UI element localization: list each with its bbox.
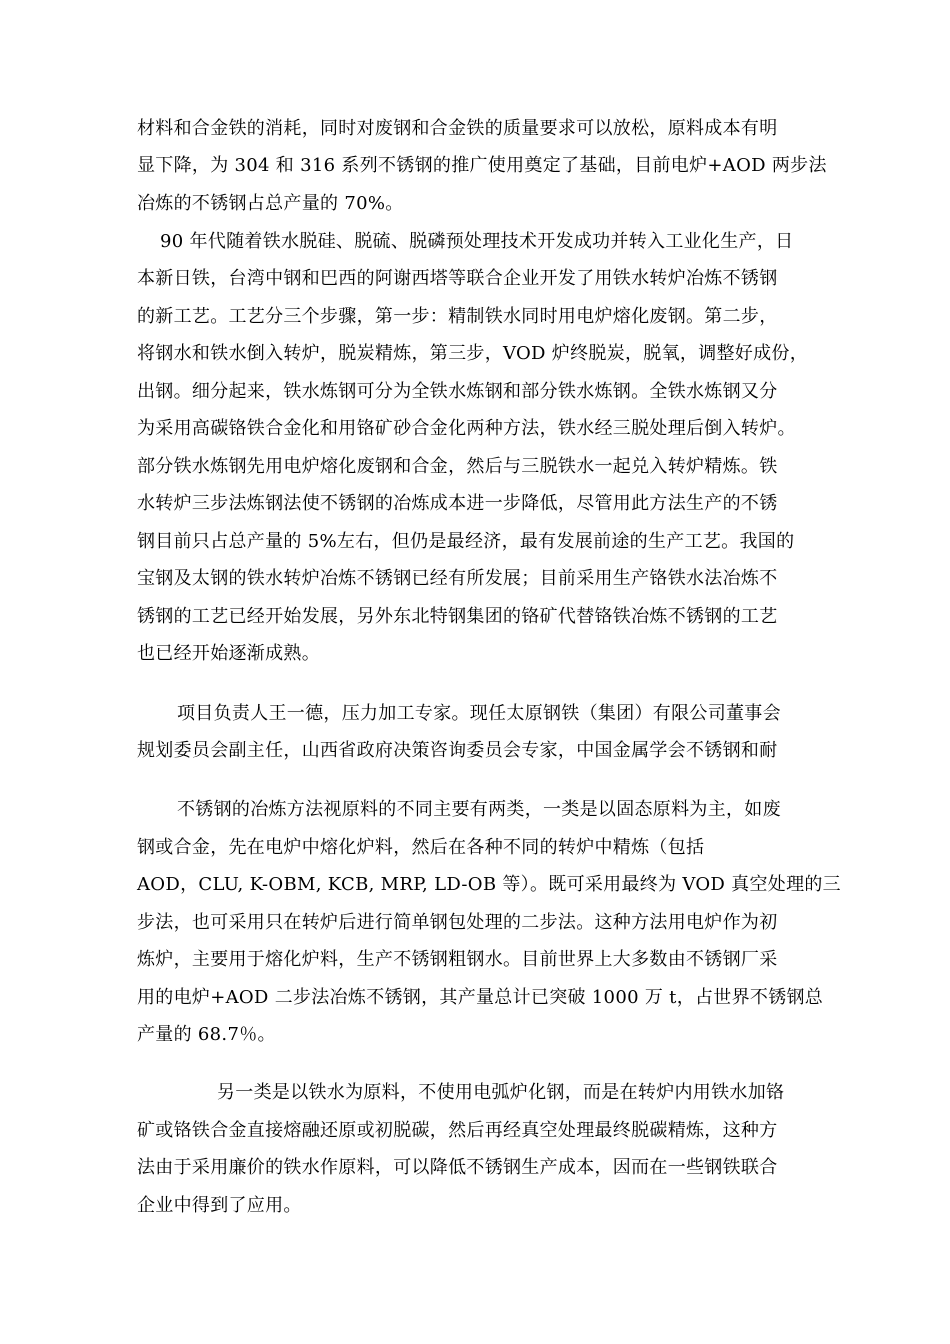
paragraph-4-line: 炼炉，主要用于熔化炉料，生产不锈钢粗钢水。目前世界上大多数由不锈钢厂采 — [137, 949, 778, 970]
paragraph-4-line: 不锈钢的冶炼方法视原料的不同主要有两类，一类是以固态原料为主，如废 — [177, 799, 781, 820]
paragraph-3-line: 规划委员会副主任，山西省政府决策咨询委员会专家，中国金属学会不锈钢和耐 — [137, 740, 778, 761]
paragraph-2-line: 本新日铁，台湾中钢和巴西的阿谢西塔等联合企业开发了用铁水转炉冶炼不锈钢 — [137, 268, 778, 289]
paragraph-2-line: 锈钢的工艺已经开始发展，另外东北特钢集团的铬矿代替铬铁冶炼不锈钢的工艺 — [137, 606, 778, 627]
paragraph-2-line: 也已经开始逐渐成熟。 — [137, 643, 320, 664]
paragraph-2-line: 部分铁水炼钢先用电炉熔化废钢和合金，然后与三脱铁水一起兑入转炉精炼。铁 — [137, 456, 778, 477]
paragraph-4-line: 步法，也可采用只在转炉后进行简单钢包处理的二步法。这种方法用电炉作为初 — [137, 912, 778, 933]
paragraph-4-line: AOD，CLU, K-OBM, KCB, MRP, LD-OB 等）。既可采用最终为 VOD 真空处理的三 — [137, 874, 841, 895]
paragraph-2-line: 水转炉三步法炼钢法使不锈钢的冶炼成本进一步降低，尽管用此方法生产的不锈 — [137, 493, 778, 514]
paragraph-1-line: 冶炼的不锈钢占总产量的 70%。 — [137, 193, 404, 214]
paragraph-2-line: 为采用高碳铬铁合金化和用铬矿砂合金化两种方法，铁水经三脱处理后倒入转炉。 — [137, 418, 796, 439]
paragraph-1-line: 材料和合金铁的消耗，同时对废钢和合金铁的质量要求可以放松，原料成本有明 — [137, 118, 778, 139]
paragraph-5-line: 矿或铬铁合金直接熔融还原或初脱碳，然后再经真空处理最终脱碳精炼，这种方 — [137, 1120, 778, 1141]
paragraph-4-line: 钢或合金，先在电炉中熔化炉料，然后在各种不同的转炉中精炼（包括 — [137, 837, 705, 858]
paragraph-2-line: 出钢。细分起来，铁水炼钢可分为全铁水炼钢和部分铁水炼钢。全铁水炼钢又分 — [137, 381, 778, 402]
paragraph-2-line: 90 年代随着铁水脱硅、脱硫、脱磷预处理技术开发成功并转入工业化生产，日 — [160, 231, 794, 252]
paragraph-4-line: 用的电炉+AOD 二步法冶炼不锈钢，其产量总计已突破 1000 万 t，占世界不锈钢总 — [137, 987, 824, 1008]
paragraph-2-line: 宝钢及太钢的铁水转炉冶炼不锈钢已经有所发展；目前采用生产铬铁水法冶炼不 — [137, 568, 778, 589]
paragraph-1-line: 显下降，为 304 和 316 系列不锈钢的推广使用奠定了基础，目前电炉+AOD 两步法 — [137, 155, 827, 176]
paragraph-2-line: 钢目前只占总产量的 5%左右，但仍是最经济，最有发展前途的生产工艺。我国的 — [137, 531, 795, 552]
paragraph-2-line: 将钢水和铁水倒入转炉，脱炭精炼，第三步，VOD 炉终脱炭，脱氧，调整好成份， — [137, 343, 808, 364]
paragraph-2-line: 的新工艺。工艺分三个步骤，第一步：精制铁水同时用电炉熔化废钢。第二步， — [137, 306, 778, 327]
paragraph-4-line: 产量的 68.7％。 — [137, 1024, 276, 1045]
paragraph-3-line: 项目负责人王一德，压力加工专家。现任太原钢铁（集团）有限公司董事会 — [177, 703, 781, 724]
paragraph-5-line: 企业中得到了应用。 — [137, 1195, 302, 1216]
paragraph-5-line: 法由于采用廉价的铁水作原料，可以降低不锈钢生产成本，因而在一些钢铁联合 — [137, 1157, 778, 1178]
paragraph-5-line: 另一类是以铁水为原料，不使用电弧炉化钢，而是在转炉内用铁水加铬 — [217, 1082, 785, 1103]
